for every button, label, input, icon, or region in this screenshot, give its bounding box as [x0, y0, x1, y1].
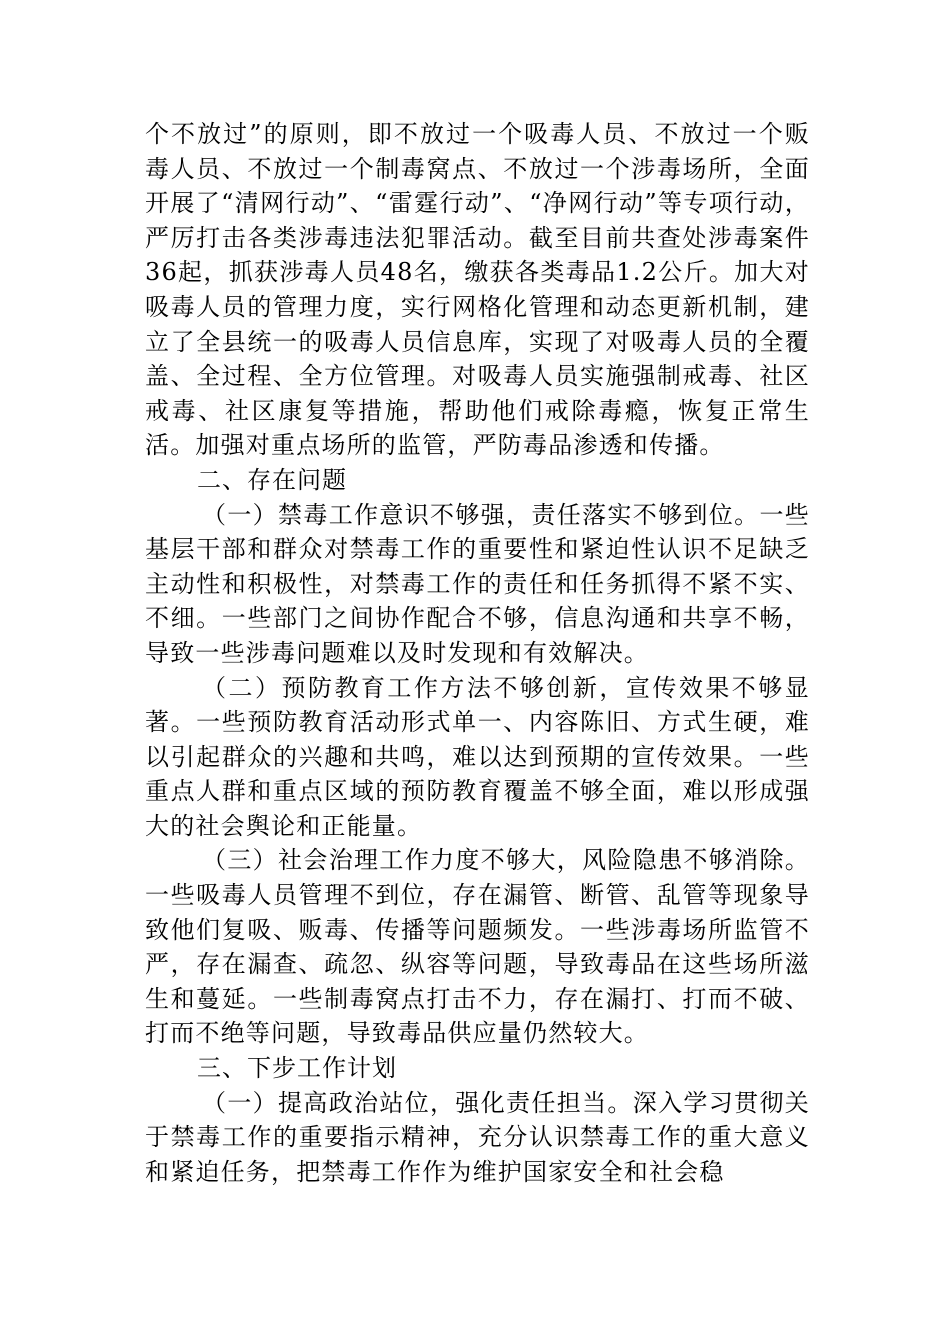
section-heading: 三、下步工作计划 [197, 1054, 397, 1083]
body-paragraph: （一）提高政治站位，强化责任担当。深入学习贯彻关于禁毒工作的重要指示精神，充分认识禁毒工作的重大意义和紧迫任务，把禁毒工作作为维护国家安全和社会稳 [145, 1088, 810, 1186]
body-paragraph: （二）预防教育工作方法不够创新，宣传效果不够显著。一些预防教育活动形式单一、内容陈旧、方式生硬，难以引起群众的兴趣和共鸣，难以达到预期的宣传效果。一些重点人群和重点区域的预防教育覆盖不够全面，难以形成强大的社会舆论和正能量。 [145, 673, 810, 840]
body-paragraph: 个不放过”的原则，即不放过一个吸毒人员、不放过一个贩毒人员、不放过一个制毒窝点、不放过一个涉毒场所，全面开展了“清网行动”、“雷霆行动”、“净网行动”等专项行动，严厉打击各类涉毒违法犯罪活动。截至目前共查处涉毒案件36起，抓获涉毒人员48名，缴获各类毒品1.2公斤。加大对吸毒人员的管理力度，实行网格化管理和动态更新机制，建立了全县统一的吸毒人员信息库，实现了对吸毒人员的全覆盖、全过程、全方位管理。对吸毒人员实施强制戒毒、社区戒毒、社区康复等措施，帮助他们戒除毒瘾，恢复正常生活。加强对重点场所的监管，严防毒品渗透和传播。 [145, 120, 810, 460]
document-page [145, 117, 810, 1189]
body-paragraph: （三）社会治理工作力度不够大，风险隐患不够消除。一些吸毒人员管理不到位，存在漏管、断管、乱管等现象导致他们复吸、贩毒、传播等问题频发。一些涉毒场所监管不严，存在漏查、疏忽、纵容等问题，导致毒品在这些场所滋生和蔓延。一些制毒窝点打击不力，存在漏打、打而不破、打而不绝等问题，导致毒品供应量仍然较大。 [145, 846, 810, 1048]
body-paragraph: （一）禁毒工作意识不够强，责任落实不够到位。一些基层干部和群众对禁毒工作的重要性和紧迫性认识不足缺乏主动性和积极性，对禁毒工作的责任和任务抓得不紧不实、不细。一些部门之间协作配合不够，信息沟通和共享不畅，导致一些涉毒问题难以及时发现和有效解决。 [145, 500, 810, 667]
section-heading: 二、存在问题 [197, 465, 347, 494]
